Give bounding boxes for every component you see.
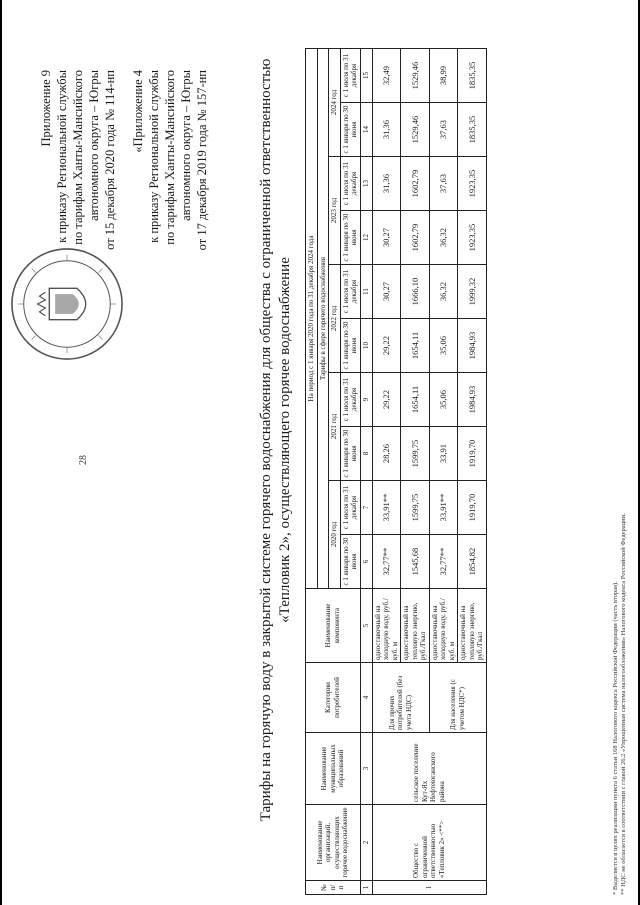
- tariff-value: 1666,10: [401, 265, 430, 319]
- tariff-value: 36,32: [429, 265, 458, 319]
- tariff-value: 31,36: [372, 157, 401, 211]
- header-line: от 17 декабря 2019 года № 157-нп: [195, 70, 209, 251]
- column-number: 12: [360, 211, 372, 265]
- tariff-value: 37,63: [429, 103, 458, 157]
- footnotes: [612, 513, 628, 895]
- header-line: автономного округа – Югры: [87, 70, 101, 221]
- header-row-number: № п/ п: [306, 881, 361, 895]
- header-tariffs: Тарифы в сфере горячего водоснабжения: [317, 49, 329, 589]
- tariff-value: 1984,93: [458, 319, 487, 373]
- column-number: 3: [360, 733, 372, 805]
- header-half-year: с 1 июля по 31 декабря: [340, 157, 360, 211]
- header-spacer: [118, 70, 130, 340]
- tariff-value: 1835,35: [458, 103, 487, 157]
- column-number: 13: [360, 157, 372, 211]
- document-title: [257, 55, 295, 825]
- tariff-value: 1545,68: [401, 535, 430, 589]
- table-row: [372, 49, 401, 895]
- header-year: 2023 год: [329, 157, 341, 265]
- tariff-value: 32,77**: [372, 535, 401, 589]
- tariff-value: 1919,70: [458, 427, 487, 481]
- tariff-value: 30,27: [372, 265, 401, 319]
- tariff-value: 1529,46: [401, 103, 430, 157]
- header-component: Наименование компонента: [306, 589, 361, 663]
- tariff-value: 29,22: [372, 319, 401, 373]
- column-number: 7: [360, 481, 372, 535]
- title-line: Тарифы на горячую воду в закрытой системе горячего водоснабжения для общества с ограниченной ответственностью: [258, 58, 274, 822]
- header-year: 2021 год: [329, 373, 341, 481]
- header-half-year: с 1 января по 30 июня: [340, 103, 360, 157]
- header-line: по тарифам Ханты-Мансийского: [71, 70, 85, 245]
- column-number: 6: [360, 535, 372, 589]
- tariff-value: 1529,46: [401, 49, 430, 103]
- footnote: ** НДС не облагается в соответствии с главой 26.2 «Упрощенная система налогообложения» Налогового кодекса Российской Федерации.: [620, 513, 627, 895]
- header-consumer-category: Категории потребителей: [306, 663, 361, 733]
- tariff-value: 35,06: [429, 373, 458, 427]
- tariff-value: 28,26: [372, 427, 401, 481]
- consumer-category: Для прочих потребителей (без учета НДС): [372, 663, 429, 733]
- header-line: «Приложение 4: [131, 70, 145, 153]
- header-line: к приказу Региональной службы: [147, 70, 161, 243]
- column-number: 10: [360, 319, 372, 373]
- column-number: 8: [360, 427, 372, 481]
- tariff-value: 1923,35: [458, 157, 487, 211]
- tariff-value: 36,32: [429, 211, 458, 265]
- tariff-value: 1999,32: [458, 265, 487, 319]
- tariff-value: 29,22: [372, 373, 401, 427]
- header-line: Приложение 9: [39, 70, 53, 147]
- component-name: одноставочный на холодную воду, руб./куб. м: [429, 589, 458, 663]
- municipality-name: сельское поселение Кут-Ях Нефтеюганского района: [372, 733, 486, 805]
- tariff-table: [305, 48, 487, 895]
- tariff-value: 1923,35: [458, 211, 487, 265]
- approval-header: [38, 70, 210, 340]
- header-line: по тарифам Ханты-Мансийского: [163, 70, 177, 245]
- tariff-value: 35,06: [429, 319, 458, 373]
- tariff-value: 1602,79: [401, 157, 430, 211]
- header-line: от 15 декабря 2020 года № 114-нп: [103, 70, 117, 250]
- component-name: одноставочный на холодную воду, руб./куб. м: [372, 589, 401, 663]
- tariff-value: 1602,79: [401, 211, 430, 265]
- header-half-year: с 1 января по 30 июня: [340, 211, 360, 265]
- header-organization: Наименование организаций, осуществляющих горячее водоснабжение: [306, 805, 361, 881]
- tariff-value: 30,27: [372, 211, 401, 265]
- column-number-row: [360, 49, 372, 895]
- tariff-value: 33,91**: [429, 481, 458, 535]
- tariff-value: 1599,75: [401, 427, 430, 481]
- column-number: 5: [360, 589, 372, 663]
- header-half-year: с 1 января по 30 июня: [340, 427, 360, 481]
- header-line: автономного округа – Югры: [179, 70, 193, 221]
- header-half-year: с 1 июля по 31 декабря: [340, 49, 360, 103]
- organization-name: Общество с ограниченной ответственностью «Тепловик 2» <**>: [372, 805, 486, 881]
- component-name: одноставочный на тепловую энергию, руб./Гкал: [458, 589, 487, 663]
- header-line: к приказу Региональной службы: [55, 70, 69, 243]
- tariff-value: 1854,82: [458, 535, 487, 589]
- header-year: 2024 год: [329, 49, 341, 157]
- header-year: 2020 год: [329, 481, 341, 589]
- title-line: «Тепловик 2», осуществляющего горячее водоснабжение: [277, 257, 293, 623]
- tariff-value: 1919,70: [458, 481, 487, 535]
- column-number: 11: [360, 265, 372, 319]
- tariff-value: 38,99: [429, 49, 458, 103]
- header-period: На период с 1 января 2020 года по 31 декабря 2024 года: [306, 49, 318, 589]
- tariff-value: 33,91**: [372, 481, 401, 535]
- column-number: 14: [360, 103, 372, 157]
- header-municipality: Наименование муниципальных образований: [306, 733, 361, 805]
- header-year: 2022 год: [329, 265, 341, 373]
- column-number: 4: [360, 663, 372, 733]
- tariff-value: 1835,35: [458, 49, 487, 103]
- header-half-year: с 1 января по 30 июня: [340, 319, 360, 373]
- tariff-value: 1654,11: [401, 373, 430, 427]
- tariff-value: 32,77**: [429, 535, 458, 589]
- column-number: 15: [360, 49, 372, 103]
- tariff-value: 1984,93: [458, 373, 487, 427]
- header-half-year: с 1 июля по 31 декабря: [340, 481, 360, 535]
- header-half-year: с 1 июля по 31 декабря: [340, 373, 360, 427]
- consumer-category: Для населения (с учетом НДС*): [429, 663, 486, 733]
- header-half-year: с 1 января по 30 июня: [340, 535, 360, 589]
- component-name: одноставочный на тепловую энергию, руб./Гкал: [401, 589, 430, 663]
- page-number: 28: [78, 455, 89, 465]
- tariff-value: 1599,75: [401, 481, 430, 535]
- tariff-value: 32,49: [372, 49, 401, 103]
- tariff-value: 33,91: [429, 427, 458, 481]
- header-half-year: с 1 июля по 31 декабря: [340, 265, 360, 319]
- column-number: 1: [360, 881, 372, 895]
- tariff-value: 1654,11: [401, 319, 430, 373]
- column-number: 2: [360, 805, 372, 881]
- tariff-value: 37,63: [429, 157, 458, 211]
- row-number: 1: [372, 881, 486, 895]
- column-number: 9: [360, 373, 372, 427]
- footnote: * Выделяется в целях реализации пункта 6 статьи 168 Налогового кодекса Российской Федерации (часть вторая).: [612, 581, 619, 895]
- tariff-value: 31,36: [372, 103, 401, 157]
